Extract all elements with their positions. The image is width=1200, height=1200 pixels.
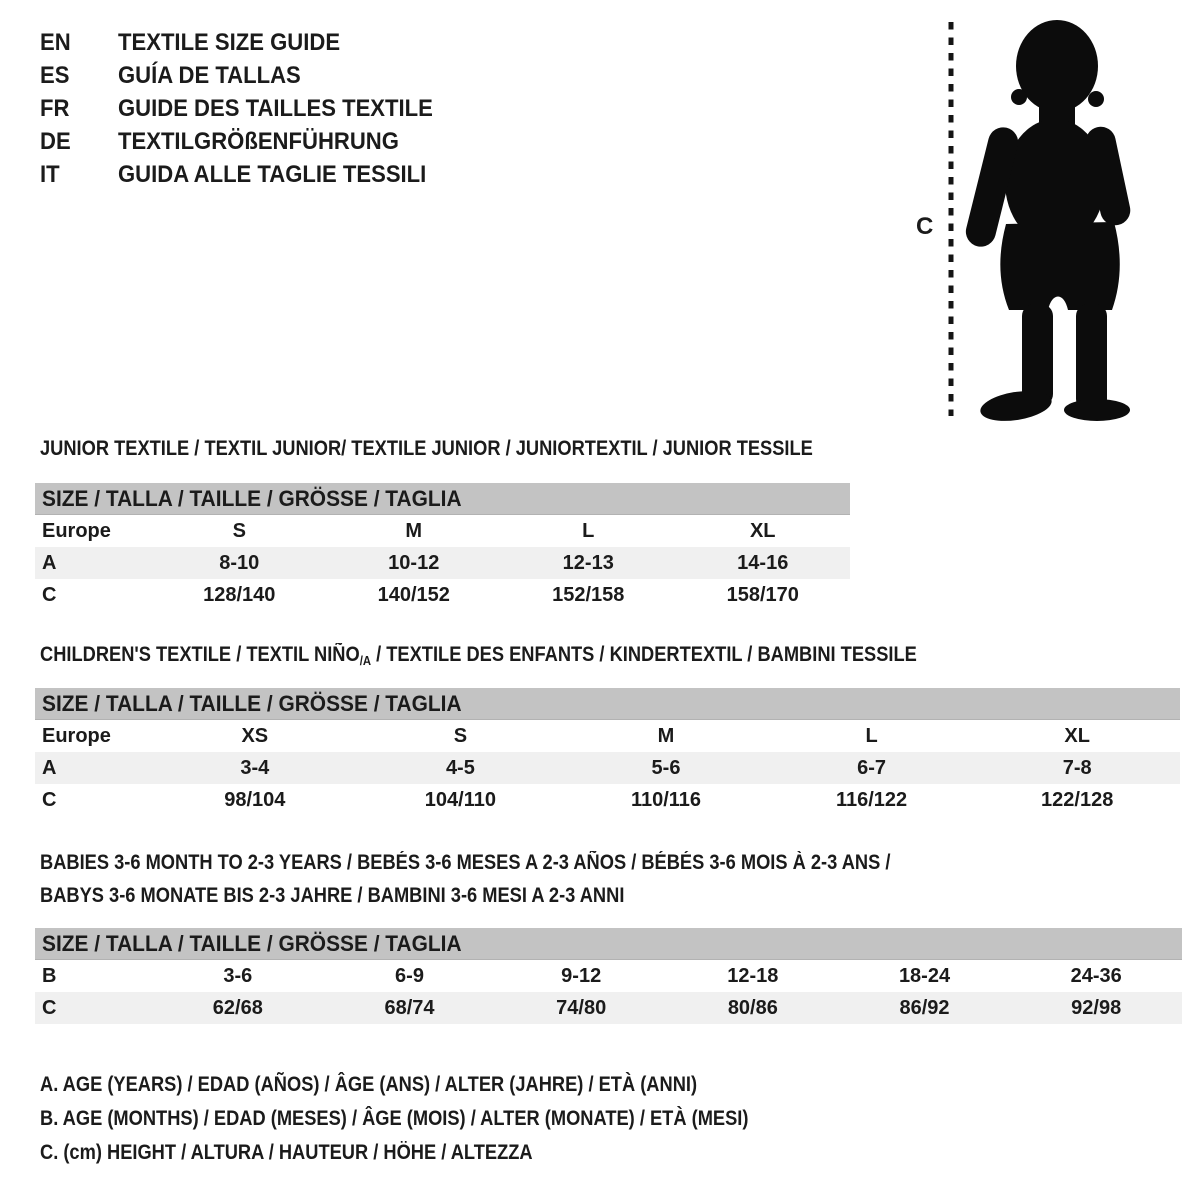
row-label: A xyxy=(42,551,57,574)
guide-title-es: GUÍA DE TALLAS xyxy=(118,61,301,89)
table-cell: 86/92 xyxy=(899,996,950,1019)
guide-title-fr: GUIDE DES TAILLES TEXTILE xyxy=(118,94,433,122)
table-cell: 3-4 xyxy=(240,756,270,779)
table-row-europe xyxy=(35,720,1180,752)
legend-height-cm: C. (cm) HEIGHT / ALTURA / HAUTEUR / HÖHE / ALTEZZA xyxy=(40,1141,533,1164)
table-cell: 80/86 xyxy=(727,996,778,1019)
table-cell: M xyxy=(657,724,675,747)
table-cell: 5-6 xyxy=(651,756,681,779)
table-row-height xyxy=(35,784,1180,816)
language-row xyxy=(40,26,460,59)
guide-title-en: TEXTILE SIZE GUIDE xyxy=(118,28,341,56)
table-cell: S xyxy=(453,724,468,747)
legend-age-years: A. AGE (YEARS) / EDAD (AÑOS) / ÂGE (ANS) / ALTER (JAHRE) / ETÀ (ANNI) xyxy=(40,1073,698,1096)
children-title-subscript: /A xyxy=(359,652,372,668)
children-title-suffix: / TEXTILE DES ENFANTS / KINDERTEXTIL / BAMBINI TESSILE xyxy=(371,643,917,666)
table-cell: 12-18 xyxy=(727,964,779,987)
row-label: C xyxy=(42,996,57,1019)
row-label: C xyxy=(42,583,57,606)
table-cell: 62/68 xyxy=(212,996,263,1019)
table-cell: 122/128 xyxy=(1041,788,1114,811)
row-label: A xyxy=(42,756,57,779)
language-row xyxy=(40,59,460,92)
children-title-prefix: CHILDREN'S TEXTILE / TEXTIL NIÑO xyxy=(40,643,360,666)
language-title-list xyxy=(40,26,460,191)
table-cell: 18-24 xyxy=(898,964,951,987)
table-cell: 12-13 xyxy=(562,551,614,574)
table-cell: 110/116 xyxy=(630,788,702,811)
language-row xyxy=(40,92,460,125)
table-cell: 158/170 xyxy=(726,583,799,606)
table-cell: 74/80 xyxy=(556,996,607,1019)
row-label: Europe xyxy=(42,519,111,542)
row-label: B xyxy=(42,964,57,987)
table-cell: 9-12 xyxy=(561,964,602,987)
table-row-age-years xyxy=(35,547,850,579)
babies-section-title xyxy=(40,846,890,912)
row-label: Europe xyxy=(42,724,111,747)
table-cell: 24-36 xyxy=(1070,964,1122,987)
guide-title-de: TEXTILGRÖßENFÜHRUNG xyxy=(118,127,399,155)
language-row xyxy=(40,125,460,158)
table-cell: 104/110 xyxy=(424,788,496,811)
children-section-title xyxy=(40,643,917,667)
table-cell: 10-12 xyxy=(388,551,440,574)
table-cell: L xyxy=(582,519,595,542)
size-header-bar xyxy=(35,483,850,515)
junior-section-title: JUNIOR TEXTILE / TEXTIL JUNIOR/ TEXTILE JUNIOR / JUNIORTEXTIL / JUNIOR TESSILE xyxy=(40,437,813,460)
table-cell: L xyxy=(865,724,878,747)
table-cell: 6-9 xyxy=(395,964,424,987)
table-row-height xyxy=(35,992,1182,1024)
babies-size-table xyxy=(35,928,1182,1024)
size-header-label: SIZE / TALLA / TAILLE / GRÖSSE / TAGLIA xyxy=(42,486,462,511)
language-code: IT xyxy=(40,160,60,188)
table-cell: XL xyxy=(1064,724,1090,747)
measure-legend xyxy=(40,1068,854,1170)
toddler-silhouette-icon xyxy=(963,20,1133,424)
table-cell: 14-16 xyxy=(737,551,789,574)
table-cell: 6-7 xyxy=(857,756,887,779)
junior-size-table xyxy=(35,483,850,611)
babies-title-line2: BABYS 3-6 MONATE BIS 2-3 JAHRE / BAMBINI 3-6 MESI A 2-3 ANNI xyxy=(40,884,625,907)
table-cell: 7-8 xyxy=(1062,756,1092,779)
row-label: C xyxy=(42,788,57,811)
language-code: DE xyxy=(40,127,71,155)
language-code: ES xyxy=(40,61,70,89)
toddler-silhouette-figure xyxy=(900,14,1150,424)
table-cell: 92/98 xyxy=(1071,996,1122,1019)
table-row-europe xyxy=(35,515,850,547)
table-cell: 8-10 xyxy=(219,551,260,574)
size-header-bar xyxy=(35,928,1182,960)
guide-title-it: GUIDA ALLE TAGLIE TESSILI xyxy=(118,160,427,188)
language-row xyxy=(40,158,460,191)
table-cell: 128/140 xyxy=(203,583,276,606)
table-row-age-months xyxy=(35,960,1182,992)
table-cell: 3-6 xyxy=(223,964,253,987)
size-header-label: SIZE / TALLA / TAILLE / GRÖSSE / TAGLIA xyxy=(42,931,462,956)
babies-title-line1: BABIES 3-6 MONTH TO 2-3 YEARS / BEBÉS 3-6 MESES A 2-3 AÑOS / BÉBÉS 3-6 MOIS À 2-3 ANS / xyxy=(40,851,891,874)
table-row-height xyxy=(35,579,850,611)
children-size-table xyxy=(35,688,1180,816)
table-cell: 152/158 xyxy=(552,583,625,606)
table-cell: M xyxy=(405,519,423,542)
size-header-bar xyxy=(35,688,1180,720)
language-code: FR xyxy=(40,94,70,122)
table-cell: S xyxy=(232,519,246,542)
legend-age-months: B. AGE (MONTHS) / EDAD (MESES) / ÂGE (MOIS) / ALTER (MONATE) / ETÀ (MESI) xyxy=(40,1107,749,1130)
table-cell: XL xyxy=(749,519,776,542)
table-cell: 116/122 xyxy=(835,788,908,811)
table-cell: 140/152 xyxy=(377,583,450,606)
table-row-age-years xyxy=(35,752,1180,784)
language-code: EN xyxy=(40,28,71,56)
table-cell: XS xyxy=(241,724,269,747)
height-measure-label: C xyxy=(916,213,934,240)
table-cell: 98/104 xyxy=(224,788,286,811)
table-cell: 4-5 xyxy=(445,756,475,779)
size-header-label: SIZE / TALLA / TAILLE / GRÖSSE / TAGLIA xyxy=(42,691,462,716)
table-cell: 68/74 xyxy=(384,996,435,1019)
